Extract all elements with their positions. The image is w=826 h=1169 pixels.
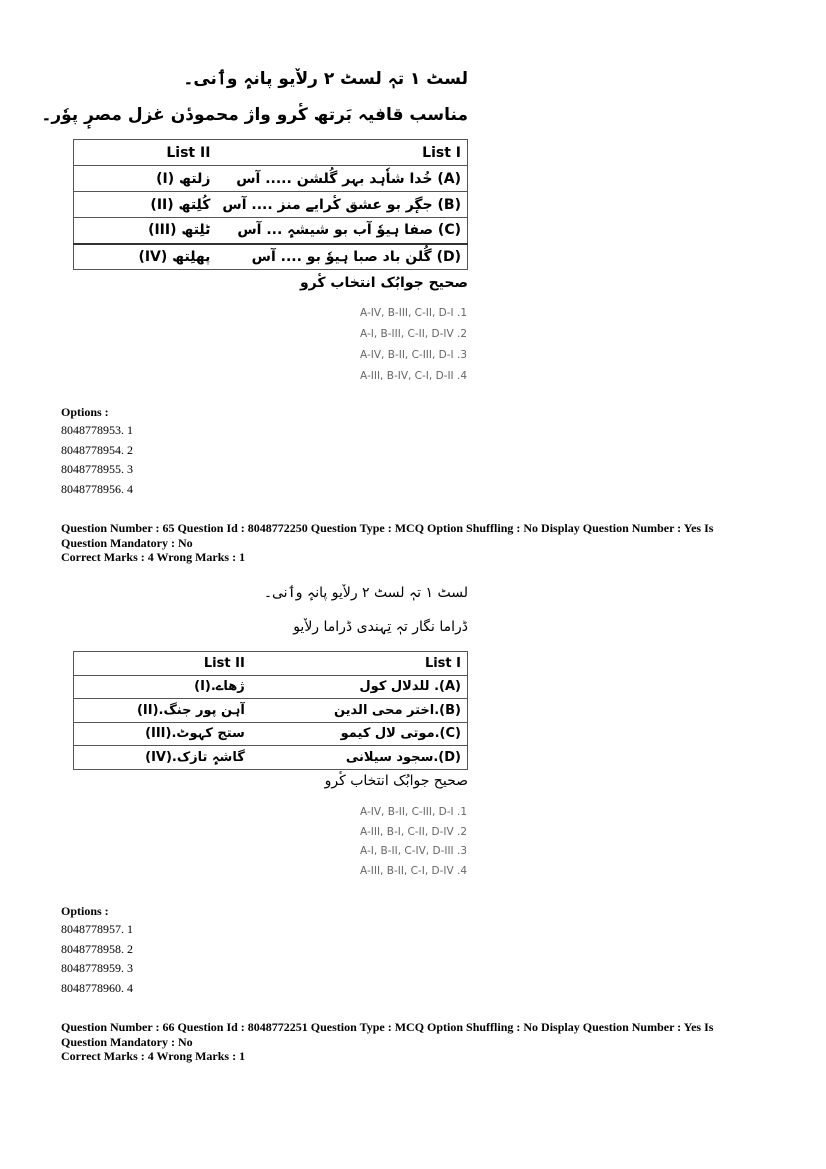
list1-cell: (D).سجود سیلانی — [251, 746, 468, 770]
list2-cell: (III) ٹلِتھ — [74, 218, 217, 244]
question-meta — [61, 1020, 761, 1064]
choice-list — [330, 806, 467, 884]
meta-line: Question Number : 65 Question Id : 8048772250 Question Type : MCQ Option Shuffling : No Display Question Number : Yes Is — [61, 521, 714, 535]
choice-item: A-IV, B-III, C-II, D-I .1 — [360, 307, 467, 319]
options-list — [61, 922, 133, 1000]
header-list-1: List I — [251, 652, 468, 676]
question-heading: لسٹ ١ تہٖ لسٹ ٢ رلاٚیو پانہٕ وٲنی۔ — [183, 69, 468, 89]
list2-cell: (IV).گاشہٕ تازک — [74, 746, 251, 770]
list1-cell: (C) صفا ہیوٗ آب بو شیشہٕ ... آس — [216, 218, 467, 244]
choice-item: A-III, B-I, C-II, D-IV .2 — [360, 825, 467, 838]
marks-line: Correct Marks : 4 Wrong Marks : 1 — [61, 550, 246, 564]
table-row — [74, 746, 468, 770]
options-label: Options : — [61, 405, 109, 419]
list2-cell: (IV) پھلِتھ — [74, 244, 217, 270]
meta-line: Question Mandatory : No — [61, 535, 193, 550]
table-row — [74, 675, 468, 699]
choice-item: A-I, B-II, C-IV, D-III .3 — [360, 845, 467, 857]
choice-item: A-IV, B-II, C-III, D-I .1 — [360, 806, 467, 818]
table-row — [74, 244, 468, 270]
option-item: 8048778953. 1 — [61, 423, 133, 437]
table-row — [74, 166, 468, 192]
list2-cell: (I) زلتھ — [74, 166, 217, 192]
marks-line: Correct Marks : 4 Wrong Marks : 1 — [61, 1049, 246, 1063]
choice-item: A-III, B-IV, C-I, D-II .4 — [360, 370, 467, 382]
option-item: 8048778956. 4 — [61, 481, 133, 496]
options-list — [61, 423, 133, 501]
meta-line: Question Mandatory : No — [61, 1034, 193, 1049]
table-row — [74, 218, 468, 244]
question-meta — [61, 521, 761, 565]
option-item: 8048778954. 2 — [61, 442, 133, 457]
choice-item: A-IV, B-II, C-III, D-I .3 — [360, 349, 467, 361]
meta-line: Question Number : 66 Question Id : 8048772251 Question Type : MCQ Option Shuffling : No Display Question Number : Yes Is — [61, 1020, 714, 1034]
list1-cell: (C).موتی لال کیمو — [251, 722, 468, 746]
options-label: Options : — [61, 904, 109, 918]
match-table — [73, 651, 468, 770]
list2-cell: (III).ستج کہوٹ — [74, 722, 251, 746]
list2-cell: (II).آہن پور جنگ — [74, 699, 251, 723]
option-item: 8048778958. 2 — [61, 941, 133, 956]
table-row — [74, 192, 468, 218]
header-list-1: List I — [216, 140, 467, 166]
list1-cell: (A). للدلال کول — [251, 675, 468, 699]
choice-item: A-I, B-III, C-II, D-IV .2 — [360, 328, 467, 340]
question-subheading: مناسب قافیہ بَرتھ کٔرو واژ محمودٔن غزل مصرٕ پوٗر۔ — [41, 105, 468, 125]
answer-prompt: صحیح جوابُک انتخاب کٔرو — [324, 773, 468, 789]
table-row — [74, 722, 468, 746]
option-item: 8048778959. 3 — [61, 961, 133, 975]
question-heading: لسٹ ١ تہٖ لسٹ ٢ رلاٚیو پانہٕ وٲنی۔ — [263, 585, 468, 601]
list1-cell: (A) خُدا شاٗہد بہر گُلشن ..... آس — [216, 166, 467, 192]
option-item: 8048778955. 3 — [61, 462, 133, 476]
table-row — [74, 699, 468, 723]
choice-list — [330, 307, 467, 391]
header-list-2: List II — [74, 652, 251, 676]
list1-cell: (D) گُلن باد صبا ہیوٗ بو .... آس — [216, 244, 467, 270]
header-list-2: List II — [74, 140, 217, 166]
match-table — [73, 139, 468, 270]
option-item: 8048778957. 1 — [61, 922, 133, 936]
answer-prompt: صحیح جوابُک انتخاب کٔرو — [299, 275, 468, 291]
question-subheading: ڈراما نگار تہٖ تِہندی ڈراما رلاٚیو — [293, 619, 468, 635]
choice-item: A-III, B-II, C-I, D-IV .4 — [360, 864, 467, 877]
list2-cell: (II) کُلِتھ — [74, 192, 217, 218]
list1-cell: (B).اختر محی الدین — [251, 699, 468, 723]
list2-cell: (I).ژھاے — [74, 675, 251, 699]
list1-cell: (B) جگٕر بو عشق کٔرایے منز .... آس — [216, 192, 467, 218]
option-item: 8048778960. 4 — [61, 980, 133, 995]
